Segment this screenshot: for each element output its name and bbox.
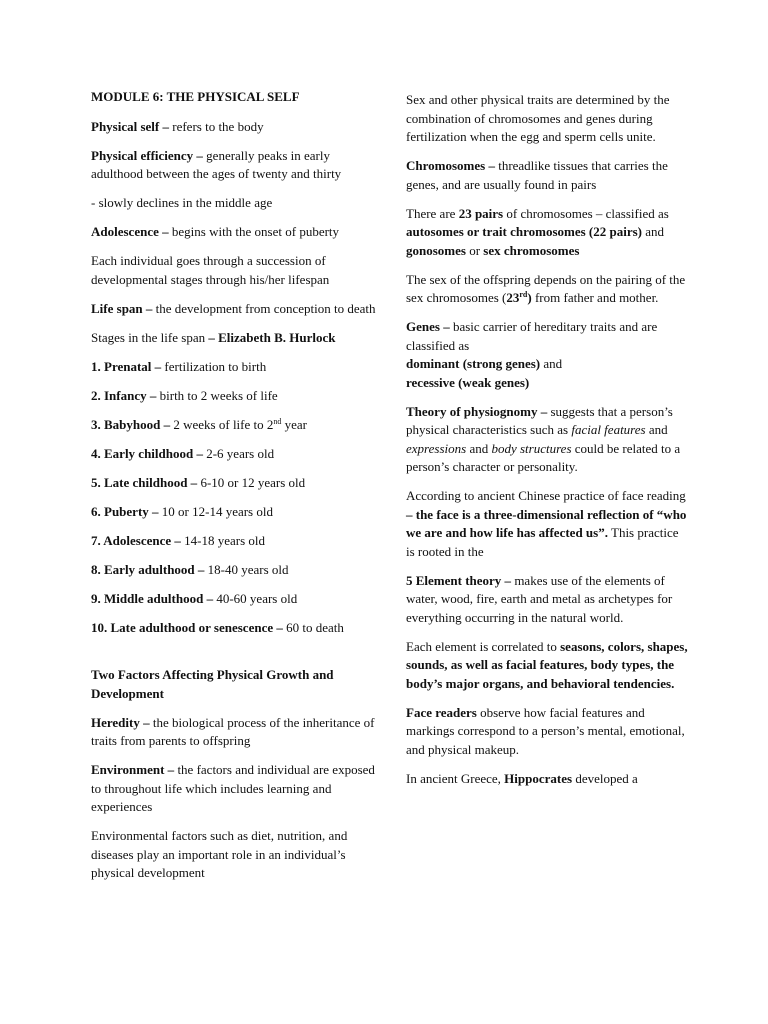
stage-item: 3. Babyhood – 2 weeks of life to 2nd year <box>91 416 308 432</box>
adolescence-definition: Adolescence – begins with the onset of puberty <box>91 224 340 239</box>
recessive-genes: recessive (weak genes) <box>406 374 530 390</box>
offspring-sex-paragraph: The sex of the offspring depends on the pairing of the sex chromosomes (23rd) from father and mother. <box>406 271 686 305</box>
stage-item: 9. Middle adulthood – 40-60 years old <box>91 590 298 606</box>
succession-paragraph: Each individual goes through a succession of developmental stages through his/her lifespan <box>91 253 330 287</box>
environmental-factors-paragraph: Environmental factors such as diet, nutrition, and diseases play an important role in an individual’s physical development <box>91 828 348 880</box>
stage-item: 8. Early adulthood – 18-40 years old <box>91 561 289 577</box>
stage-item: 1. Prenatal – fertilization to birth <box>91 358 267 374</box>
stage-item: 2. Infancy – birth to 2 weeks of life <box>91 387 278 403</box>
heredity-definition: Heredity – the biological process of the inheritance of traits from parents to offspring <box>91 714 375 748</box>
stage-item: 6. Puberty – 10 or 12-14 years old <box>91 503 273 519</box>
sex-traits-paragraph: Sex and other physical traits are determined by the combination of chromosomes and genes during fertilization when the egg and sperm cells unite. <box>406 92 670 144</box>
face-readers-paragraph: Face readers observe how facial features and markings correspond to a person’s mental, emotional, and physical makeup. <box>406 704 685 757</box>
factors-heading: Two Factors Affecting Physical Growth and Development <box>91 667 334 701</box>
stage-item: 7. Adolescence – 14-18 years old <box>91 532 266 548</box>
physiognomy-paragraph: Theory of physiognomy – suggests that a person’s physical characteristics such as facial features and expressions and body structures could be related to a person’s character or personality. <box>406 403 681 474</box>
stages-intro: Stages in the life span – Elizabeth B. Hurlock <box>91 329 336 345</box>
chromosome-pairs-paragraph: There are 23 pairs of chromosomes – classified as autosomes or trait chromosomes (22 pairs) and gonosomes or sex chromosomes <box>406 205 669 258</box>
stage-item: 4. Early childhood – 2-6 years old <box>91 445 275 461</box>
page-title: MODULE 6: THE PHYSICAL SELF <box>91 89 300 104</box>
physical-efficiency-definition: Physical efficiency – generally peaks in early adulthood between the ages of twenty and thirty <box>91 147 342 181</box>
stage-item: 5. Late childhood – 6-10 or 12 years old <box>91 474 306 490</box>
declines-note: - slowly declines in the middle age <box>91 195 273 210</box>
genes-definition: Genes – basic carrier of hereditary traits and are classified as <box>406 319 658 353</box>
element-correlation-paragraph: Each element is correlated to seasons, colors, shapes, sounds, as well as facial features, body types, the body’s major organs, and behavioral tendencies. <box>406 638 688 691</box>
chinese-face-reading-paragraph: According to ancient Chinese practice of face reading – the face is a three-dimensional reflection of “who we are and how life has affected us”. This practice is rooted in the <box>406 488 687 559</box>
stage-item: 10. Late adulthood or senescence – 60 to death <box>91 619 344 635</box>
chromosomes-definition: Chromosomes – threadlike tissues that carries the genes, and are usually found in pairs <box>406 158 668 192</box>
greece-paragraph: In ancient Greece, Hippocrates developed a <box>406 770 638 786</box>
dominant-genes: dominant (strong genes) and <box>406 356 563 371</box>
life-span-definition: Life span – the development from conception to death <box>91 300 376 316</box>
right-column <box>406 91 688 799</box>
environment-definition: Environment – the factors and individual are exposed to throughout life which includes learning and experiences <box>91 762 375 814</box>
five-element-paragraph: 5 Element theory – makes use of the elements of water, wood, fire, earth and metal as archetypes for everything occurring in the natural world. <box>406 572 673 625</box>
physical-self-definition: Physical self – refers to the body <box>91 118 264 134</box>
left-column <box>91 88 381 893</box>
